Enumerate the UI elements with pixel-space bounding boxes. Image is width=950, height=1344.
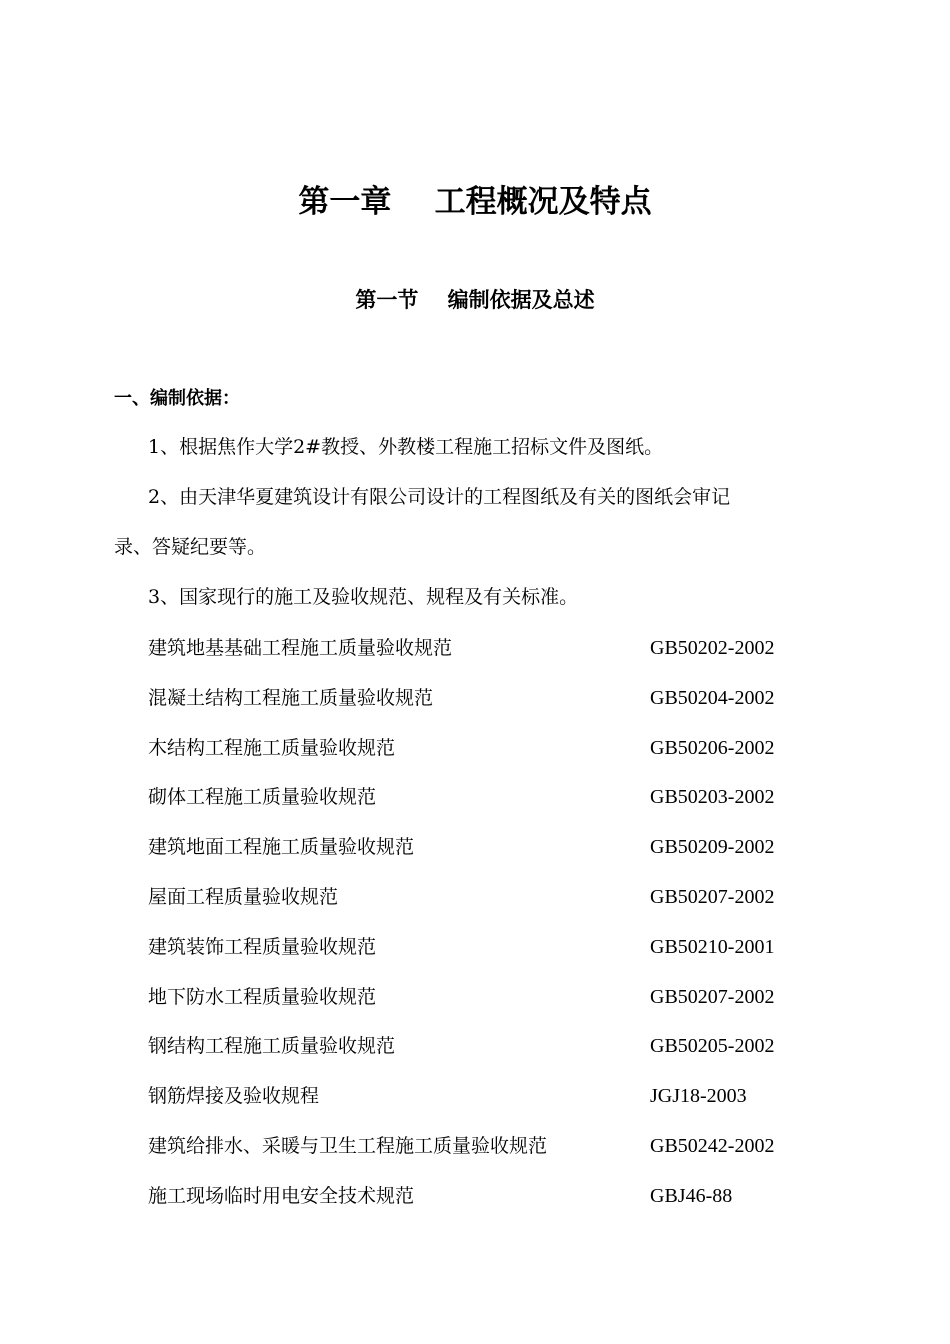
standard-row [148, 683, 848, 733]
basis-item-1: 1、根据焦作大学2#教授、外教楼工程施工招标文件及图纸。 [148, 436, 664, 458]
standards-list [148, 633, 848, 1231]
standard-name: 建筑地面工程施工质量验收规范 [148, 836, 415, 859]
standard-row [148, 1181, 848, 1231]
basis-item-2-line-2: 录、答疑纪要等。 [114, 536, 267, 558]
standard-code: GB50209-2002 [650, 836, 775, 859]
standard-code: JGJ18-2003 [650, 1085, 747, 1108]
standard-name: 钢结构工程施工质量验收规范 [148, 1035, 396, 1058]
standard-name: 木结构工程施工质量验收规范 [148, 736, 396, 759]
standard-row [148, 633, 848, 683]
standard-code: GB50206-2002 [650, 736, 775, 759]
standard-name: 地下防水工程质量验收规范 [148, 985, 377, 1008]
standard-name: 建筑给排水、采暖与卫生工程施工质量验收规范 [148, 1134, 548, 1157]
standard-name: 施工现场临时用电安全技术规范 [148, 1184, 415, 1207]
standard-row [148, 1131, 848, 1181]
standard-code: GB50202-2002 [650, 637, 775, 659]
standard-name: 建筑装饰工程质量验收规范 [148, 935, 377, 958]
standard-name: 建筑地基基础工程施工质量验收规范 [148, 637, 453, 659]
standard-row [148, 882, 848, 932]
basis-item-3: 3、国家现行的施工及验收规范、规程及有关标准。 [148, 586, 579, 608]
standard-code: GB50207-2002 [650, 885, 775, 908]
standard-code: GB50207-2002 [650, 985, 775, 1008]
standard-row [148, 1081, 848, 1131]
basis-item-2-line-1: 2、由天津华夏建筑设计有限公司设计的工程图纸及有关的图纸会审记 [148, 486, 731, 508]
standard-code: GBJ46-88 [650, 1184, 733, 1207]
standard-code: GB50205-2002 [650, 1035, 775, 1058]
chapter-title: 第一章 工程概况及特点 [298, 184, 652, 220]
section-title: 第一节 编制依据及总述 [355, 288, 595, 312]
standard-row [148, 982, 848, 1032]
standard-row [148, 1031, 848, 1081]
basis-heading: 一、编制依据： [114, 388, 240, 409]
standard-code: GB50203-2002 [650, 786, 775, 809]
standard-name: 屋面工程质量验收规范 [148, 885, 339, 908]
standard-row [148, 782, 848, 832]
standard-code: GB50242-2002 [650, 1134, 775, 1157]
standard-code: GB50204-2002 [650, 686, 775, 709]
standard-code: GB50210-2001 [650, 935, 775, 958]
standard-row [148, 832, 848, 882]
standard-name: 砌体工程施工质量验收规范 [148, 786, 377, 809]
standard-row [148, 932, 848, 982]
standard-row [148, 733, 848, 783]
standard-name: 混凝土结构工程施工质量验收规范 [148, 686, 434, 709]
standard-name: 钢筋焊接及验收规程 [148, 1085, 320, 1108]
